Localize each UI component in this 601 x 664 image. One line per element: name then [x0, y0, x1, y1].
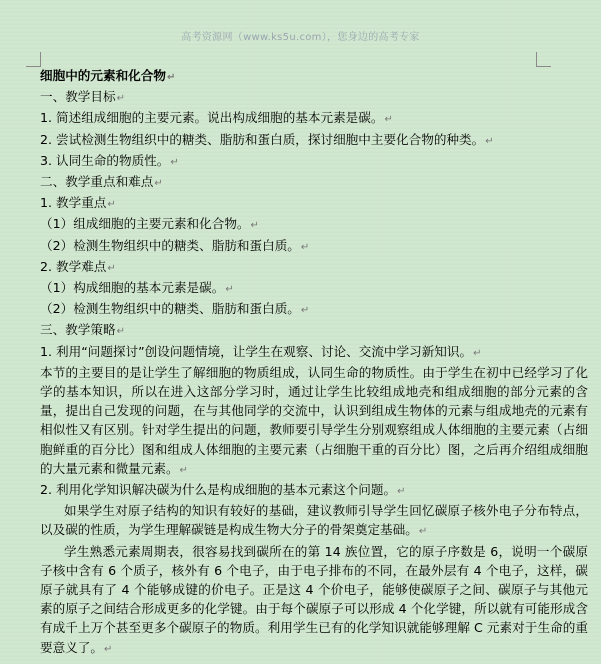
text-line: 2. 教学难点↵: [40, 258, 116, 274]
text-line: 2. 利用化学知识解决碳为什么是构成细胞的基本元素这个问题。↵: [40, 482, 406, 498]
page-header: 高考资源网（www.ks5u.com），您身边的高考专家: [181, 32, 420, 43]
text-line: （2）检测生物组织中的糖类、脂肪和蛋白质。↵: [40, 237, 310, 253]
paragraph: 学生熟悉元素周期表，很容易找到碳所在的第 14 族位置，它的原子序数是 6，说明一个碳原子核中含有 6 个质子，核外有 6 个电子，由于电子排布的不同，在最外层有 4 个电子，这样，碳原子就具有了 4 个能够成键的价电子。正是这 4 个价电子，能够使碳原子之间、碳原子与其他元素的原子之间结合形成更多的化学键。由于每个碳原子可以形成 4 个化学键，所以就有可能形成含有成千上万个甚至更多个碳原子的物质。利用学生已有的化学知识就能够理解 C 元素对于生命的重要意义了。↵: [40, 543, 588, 655]
text-line: （1）组成细胞的主要元素和化合物。↵: [40, 216, 259, 232]
paragraph: 如果学生对原子结构的知识有较好的基础，建议教师引导学生回忆碳原子核外电子分布特点，以及碳的性质，为学生理解碳链是构成生物大分子的骨架奠定基础。↵: [40, 503, 588, 538]
document-title: 细胞中的元素和化合物↵: [40, 68, 176, 83]
text-line: 三、教学策略↵: [40, 322, 125, 338]
margin-corner-top-left: [26, 52, 41, 67]
text-line: 1. 教学重点↵: [40, 195, 116, 211]
text-line: 3. 认同生命的物质性。↵: [40, 152, 179, 168]
text-line: （1）构成细胞的基本元素是碳。↵: [40, 280, 234, 296]
margin-corner-top-right: [536, 52, 551, 67]
text-line: 1. 简述组成细胞的主要元素。说出构成细胞的基本元素是碳。↵: [40, 110, 393, 126]
text-line: 1. 利用“问题探讨”创设问题情境，让学生在观察、讨论、交流中学习新知识。↵: [40, 343, 482, 359]
text-line: 一、教学目标↵: [40, 89, 125, 105]
paragraph: 本节的主要目的是让学生了解细胞的物质组成，认同生命的物质性。由于学生在初中已经学习了化学的基本知识，所以在进入这部分学习时，通过让学生比较组成地壳和组成细胞的部分元素的含量，提出自己发现的问题，在与其他同学的交流中，认识到组成生物体的元素与组成地壳的元素有相似性又有区别。针对学生提出的问题，教师要引导学生分别观察组成人体细胞的主要元素（占细胞鲜重的百分比）图和组成人体细胞的主要元素（占细胞干重的百分比）图，之后再介绍组成细胞的大量元素和微量元素。↵: [40, 364, 588, 476]
text-line: 2. 尝试检测生物组织中的糖类、脂肪和蛋白质，探讨细胞中主要化合物的种类。↵: [40, 131, 494, 147]
document-body: [40, 66, 588, 659]
text-line: （2）检测生物组织中的糖类、脂肪和蛋白质。↵: [40, 301, 310, 317]
text-line: 二、教学重点和难点↵: [40, 174, 163, 190]
